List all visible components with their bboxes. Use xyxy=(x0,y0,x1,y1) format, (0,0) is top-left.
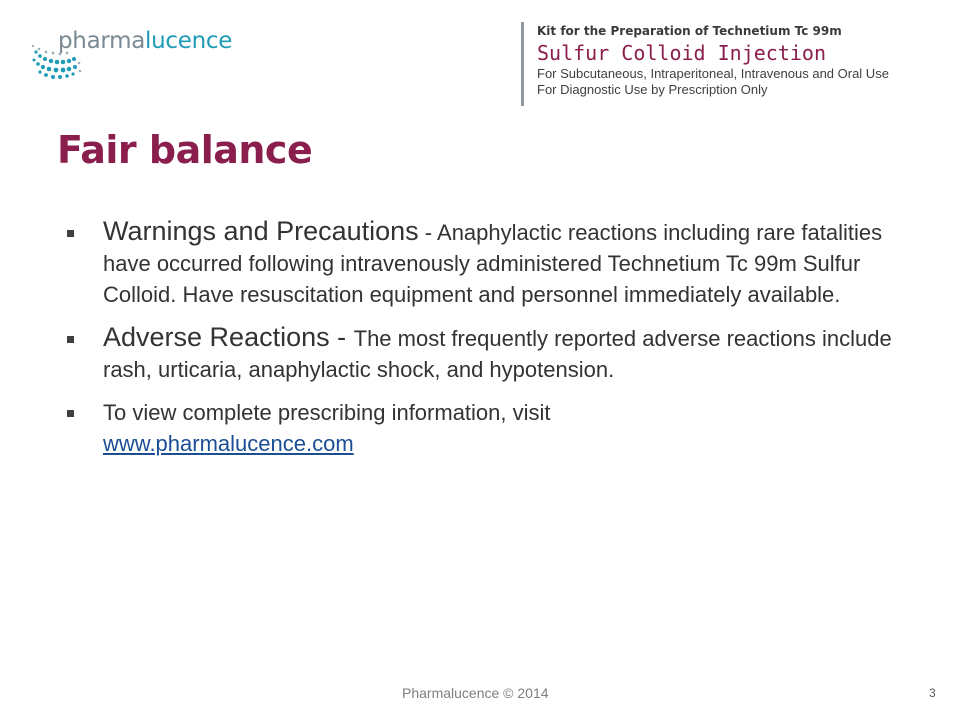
logo-wordmark-part1: pharma xyxy=(58,28,146,54)
logo-wordmark xyxy=(58,28,232,54)
product-name: Sulfur Colloid Injection xyxy=(537,41,826,65)
bullet-separator: - xyxy=(329,322,354,352)
use-line-2: For Diagnostic Use by Prescription Only xyxy=(537,82,768,97)
kit-line: Kit for the Preparation of Technetium Tc 99m xyxy=(537,24,842,38)
logo-wordmark-part2: lucence xyxy=(145,28,233,54)
bullet-text: The most frequently reported adverse reactions include rash, urticaria, anaphylactic shock, and hypotension. xyxy=(103,326,892,382)
bullet-heading: Adverse Reactions xyxy=(103,322,330,352)
bullet-list xyxy=(64,216,914,471)
bullet-text: To view complete prescribing information, visit xyxy=(103,400,551,425)
use-line-1: For Subcutaneous, Intraperitoneal, Intravenous and Oral Use xyxy=(537,66,889,81)
bullet-adverse-reactions xyxy=(64,322,914,385)
bullet-prescribing-info xyxy=(64,397,914,459)
slide-title: Fair balance xyxy=(57,128,313,172)
bullet-warnings xyxy=(64,216,914,310)
pharmalucence-logo xyxy=(30,22,233,77)
page-number: 3 xyxy=(929,686,936,700)
bullet-text: Anaphylactic reactions including rare fatalities have occurred following intravenously administered Technetium Tc 99m Sulfur Colloid. Have resuscitation equipment and personnel immediately available. xyxy=(103,220,883,307)
footer-copyright: Pharmalucence © 2014 xyxy=(402,685,549,701)
square-bullet-icon xyxy=(67,410,74,417)
bullet-separator: - xyxy=(418,220,438,245)
square-bullet-icon xyxy=(67,230,74,237)
header-divider xyxy=(521,22,524,106)
pharmalucence-link[interactable]: www.pharmalucence.com xyxy=(103,431,354,456)
square-bullet-icon xyxy=(67,336,74,343)
product-header xyxy=(537,22,947,98)
bullet-heading: Warnings and Precautions xyxy=(103,216,419,246)
